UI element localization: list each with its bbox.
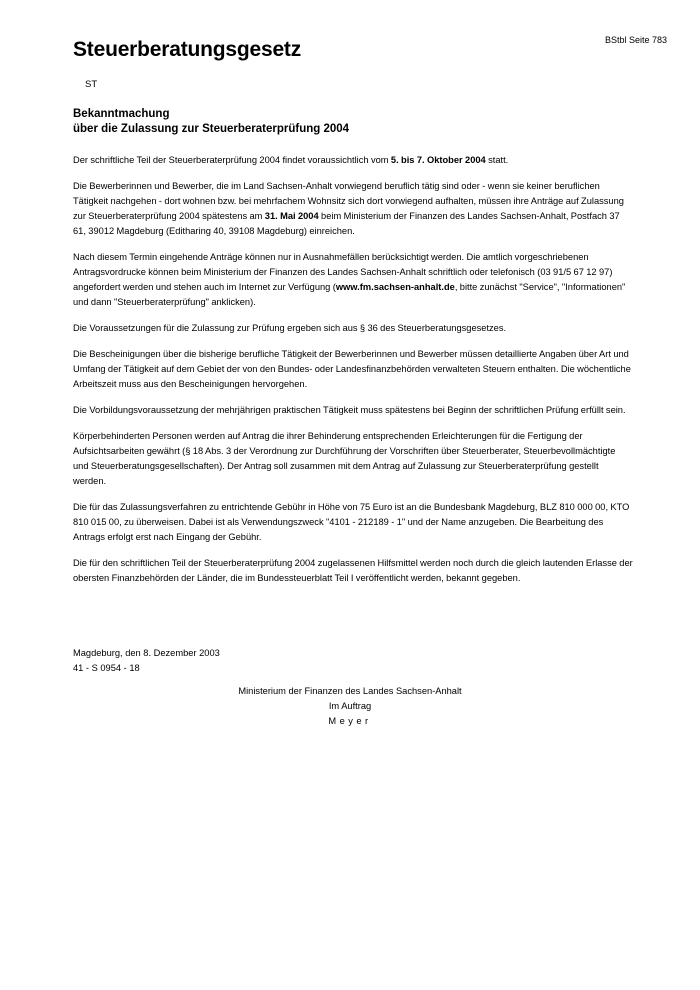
paragraph-text: Nach diesem Termin eingehende Anträge können nur in Ausnahmefällen berücksichtigt werden. Die amtlich vorgeschriebenen Antragsvordrucke können beim Ministerium der Finanzen des Landes Sachsen-Anhalt schriftlich oder telefonisch (03 91/5 67 12 97) angefordert werden und stehen auch im Internet zur Verfügung ( [73, 252, 613, 292]
paragraph-fee: Die für das Zulassungsverfahren zu entrichtende Gebühr in Höhe von 75 Euro ist an die Bundesbank Magdeburg, BLZ 810 000 00, KTO 810 015 00, zu überweisen. Dabei ist als Verwendungszweck "4101 - 212189 - 1" und der Name anzugeben. Die Bearbeitung des Antrags erfolgt erst nach Eingang der Gebühr. [73, 502, 630, 542]
by-order: Im Auftrag [328, 701, 372, 711]
heading-line-1: Bekanntmachung [73, 108, 170, 120]
paragraph-late-applications [73, 250, 633, 310]
deadline-date: 31. Mai 2004 [264, 211, 319, 221]
paragraph-disability-accommodations: Körperbehinderten Personen werden auf Antrag die ihrer Behinderung entsprechenden Erleichterungen für die Fertigung der Aufsichtsarbeiten gewährt (§ 18 Abs. 3 der Verordnung zur Durchführung der Vorschriften über Steuerberater, Steuerbevollmächtigte und Steuerberatungsgesellschaften). Der Antrag soll zusammen mit dem Antrag auf Zulassung zur Steuerberaterprüfung gestellt werden. [73, 431, 616, 486]
signer-name: Meyer [328, 716, 372, 726]
paragraph-text: beim Ministerium der Finanzen des Landes Sachsen-Anhalt, Postfach 37 61, 39012 Magdeburg (Editharing 40, 39108 Magdeburg) einreichen. [73, 211, 620, 236]
paragraph-requirements: Die Voraussetzungen für die Zulassung zur Prüfung ergeben sich aus § 36 des Steuerberatungsgesetzes. [73, 323, 507, 333]
place-and-date-block [73, 646, 220, 676]
website-url: www.fm.sachsen-anhalt.de [335, 282, 455, 292]
paragraph-text: Der schriftliche Teil der Steuerberaterprüfung 2004 findet voraussichtlich vom [73, 155, 391, 165]
paragraph-text: , bitte zunächst "Service", "Informationen" und dann "Steuerberaterprüfung" anklicken). [73, 282, 626, 307]
file-reference: 41 - S 0954 - 18 [73, 663, 140, 673]
announcement-body [73, 107, 633, 597]
paragraph-application-deadline [73, 179, 633, 239]
paragraph-text: statt. [485, 155, 509, 165]
paragraph-aids: Die für den schriftlichen Teil der Steuerberaterprüfung 2004 zugelassenen Hilfsmittel werden noch durch die gleich lautenden Erlasse der obersten Finanzbehörden der Länder, die im Bundessteuerblatt Teil I veröffentlicht werden, bekannt gegeben. [73, 558, 633, 583]
document-title: Steuerberatungsgesetz [73, 38, 302, 61]
paragraph-exam-date [73, 153, 633, 168]
paragraph-text: Die Bewerberinnen und Bewerber, die im Land Sachsen-Anhalt vorwiegend beruflich tätig sind oder - wenn sie keiner beruflichen Tätigkeit nachgehen - dort wohnen bzw. bei mehrfachem Wohnsitz sich dort vorwiegend aufhalten, müssen ihre Anträge auf Zulassung zur Steuerberaterprüfung 2004 spätestens am [73, 181, 624, 221]
exam-date: 5. bis 7. Oktober 2004 [390, 155, 486, 165]
heading-line-2: über die Zulassung zur Steuerberaterprüfung 2004 [73, 123, 350, 135]
signature-block [200, 684, 500, 729]
paragraph-practical-experience: Die Vorbildungsvoraussetzung der mehrjährigen praktischen Tätigkeit muss spätestens bei Beginn der schriftlichen Prüfung erfüllt sein. [73, 405, 626, 415]
page-reference: BStbl Seite 783 [604, 35, 667, 45]
place-date: Magdeburg, den 8. Dezember 2003 [73, 648, 220, 658]
state-code: ST [85, 79, 98, 90]
announcement-heading [73, 107, 633, 137]
paragraph-certificates: Die Bescheinigungen über die bisherige berufliche Tätigkeit der Bewerberinnen und Bewerber müssen detaillierte Angaben über Art und Umfang der Tätigkeit auf dem Gebiet der von den Bundes- oder Landesfinanzbehörden verwalteten Steuern enthalten. Die wöchentliche Arbeitszeit muss aus den Bescheinigungen hervorgehen. [73, 349, 631, 389]
ministry-name: Ministerium der Finanzen des Landes Sachsen-Anhalt [238, 686, 462, 696]
